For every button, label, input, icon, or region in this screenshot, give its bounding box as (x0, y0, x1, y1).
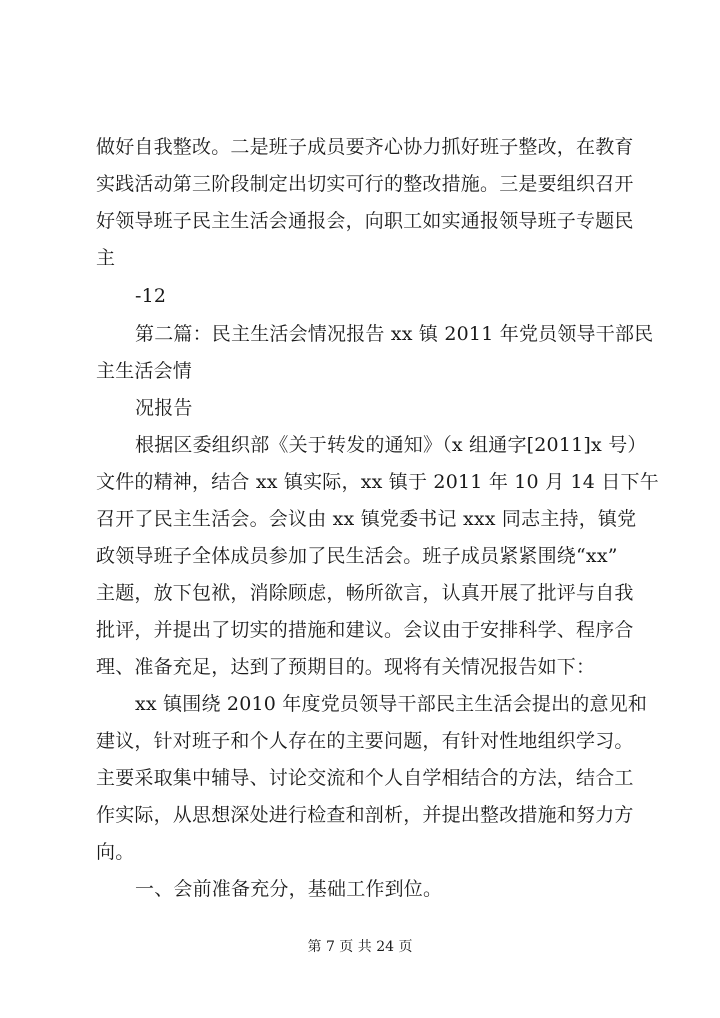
page-number-footer: 第 7 页 共 24 页 (307, 939, 413, 955)
text-line: 理、准备充足，达到了预期目的。现将有关情况报告如下： (96, 656, 596, 678)
section-heading: 第二篇：民主生活会情况报告 xx 镇 2011 年党员领导干部民 (135, 323, 654, 345)
text-line: 根据区委组织部《关于转发的通知》（x 组通字[2011]x 号） (135, 434, 647, 456)
section-heading-cont: 况报告 (135, 397, 193, 419)
text-line: 主要采取集中辅导、讨论交流和个人自学相结合的方法，结合工 (96, 767, 634, 789)
text-line: 政领导班子全体成员参加了民生活会。班子成员紧紧围绕“xx” (96, 545, 618, 567)
page-marker: -12 (135, 285, 167, 307)
text-line: 主 (96, 247, 116, 269)
text-line: 好领导班子民主生活会通报会，向职工如实通报领导班子专题民 (96, 210, 634, 232)
subsection-heading: 一、会前准备充分，基础工作到位。 (135, 878, 443, 900)
section-heading-cont: 主生活会情 (96, 360, 193, 382)
text-line: 向。 (96, 841, 135, 863)
text-line: xx 镇围绕 2010 年度党员领导干部民主生活会提出的意见和 (135, 693, 648, 715)
text-line: 主题，放下包袱，消除顾虑，畅所欲言，认真开展了批评与自我 (96, 582, 634, 604)
text-line: 实践活动第三阶段制定出切实可行的整改措施。三是要组织召开 (96, 173, 634, 195)
text-line: 批评，并提出了切实的措施和建议。会议由于安排科学、程序合 (96, 619, 634, 641)
text-line: 文件的精神，结合 xx 镇实际，xx 镇于 2011 年 10 月 14 日下午 (96, 471, 659, 493)
text-line: 做好自我整改。二是班子成员要齐心协力抓好班子整改，在教育 (96, 136, 634, 158)
text-line: 建议，针对班子和个人存在的主要问题，有针对性地组织学习。 (96, 730, 634, 752)
text-line: 召开了民主生活会。会议由 xx 镇党委书记 xxx 同志主持，镇党 (96, 508, 637, 530)
text-line: 作实际，从思想深处进行检查和剖析，并提出整改措施和努力方 (96, 804, 634, 826)
